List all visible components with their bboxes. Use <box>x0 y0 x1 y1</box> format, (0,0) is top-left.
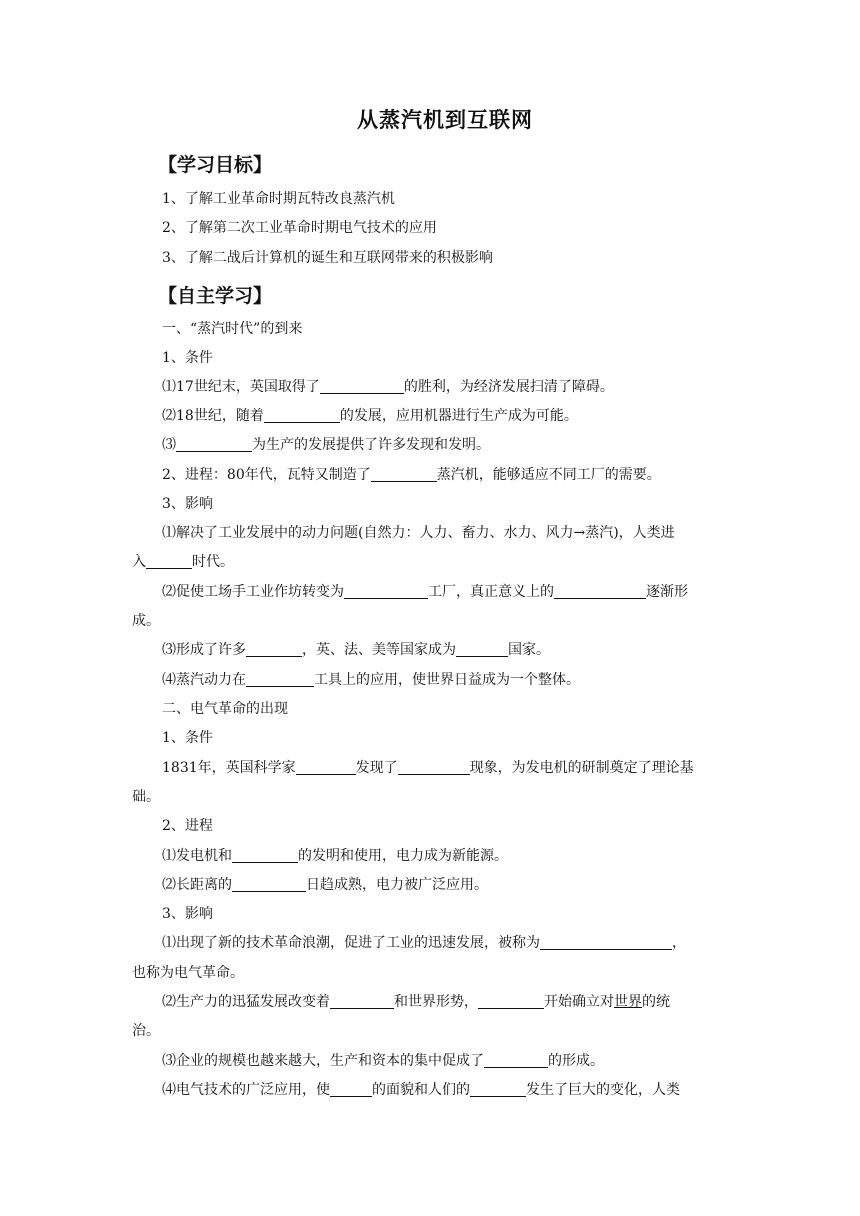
fill-blank[interactable] <box>470 1082 526 1097</box>
goal-item-1: 1、了解工业革命时期瓦特改良蒸汽机 <box>162 191 395 207</box>
fill-blank[interactable] <box>456 642 508 657</box>
fill-blank[interactable] <box>176 437 252 452</box>
fill-blank[interactable] <box>320 379 404 394</box>
fill-blank[interactable] <box>330 994 394 1009</box>
impact-3-line: ⑶形成了许多 ，英、法、美等国家成为 国家。 <box>162 642 550 658</box>
fill-blank[interactable] <box>330 1082 372 1097</box>
s2-impact-2: ⑵生产力的迅猛发展改变着 和世界形势， 开始确立对世界的统 <box>162 994 670 1010</box>
section-2-title: 二、电气革命的出现 <box>162 701 288 717</box>
condition-2-line: ⑵18世纪，随着 的发展，应用机器进行生产成为可能。 <box>162 408 578 424</box>
impact-2-cont: 成。 <box>132 613 160 629</box>
impact-1-cont: 入 时代。 <box>132 554 234 570</box>
fill-blank[interactable] <box>484 1053 548 1068</box>
fill-blank[interactable] <box>540 935 672 950</box>
process-line: 2、进程：80年代，瓦特又制造了 蒸汽机，能够适应不同工厂的需要。 <box>162 467 661 483</box>
fill-blank[interactable] <box>232 877 306 892</box>
goal-item-2: 2、了解第二次工业革命时期电气技术的应用 <box>162 220 437 236</box>
fill-blank[interactable] <box>371 467 437 482</box>
section-1-title: 一、“蒸汽时代”的到来 <box>162 321 303 337</box>
section-2-process: 2、进程 <box>162 818 213 834</box>
section-1-impact: 3、影响 <box>162 496 213 512</box>
fill-blank[interactable] <box>264 408 340 423</box>
impact-2-line: ⑵促使工场手工业作坊转变为 工厂，真正意义上的 逐渐形 <box>162 584 688 600</box>
fill-blank[interactable] <box>146 554 192 569</box>
s2-impact-3: ⑶企业的规模也越来越大，生产和资本的集中促成了 的形成。 <box>162 1053 604 1069</box>
s2-impact-1-cont: 也称为电气革命。 <box>132 965 244 981</box>
fill-blank[interactable] <box>554 584 646 599</box>
fill-blank[interactable] <box>232 848 298 863</box>
fill-blank[interactable] <box>246 672 314 687</box>
self-study-heading: 【自主学习】 <box>158 285 273 307</box>
fill-blank[interactable] <box>344 584 428 599</box>
goals-heading: 【学习目标】 <box>158 154 273 176</box>
section-1-condition: 1、条件 <box>162 350 213 366</box>
fill-blank[interactable] <box>478 994 544 1009</box>
fill-blank[interactable] <box>398 760 470 775</box>
impact-4-line: ⑷蒸汽动力在 工具上的应用，使世界日益成为一个整体。 <box>162 672 580 688</box>
s2-process-2: ⑵长距离的 日趋成熟，电力被广泛应用。 <box>162 877 488 893</box>
page-title: 从蒸汽机到互联网 <box>357 107 533 132</box>
condition-1-line: ⑴17世纪末，英国取得了 的胜利，为经济发展扫清了障碍。 <box>162 379 614 395</box>
s2-impact-2-cont: 治。 <box>132 1023 160 1039</box>
section-2-impact: 3、影响 <box>162 906 213 922</box>
s2-process-1: ⑴发电机和 的发明和使用，电力成为新能源。 <box>162 848 508 864</box>
fill-blank[interactable] <box>296 760 356 775</box>
fill-blank[interactable] <box>246 642 302 657</box>
s2-impact-4: ⑷电气技术的广泛应用，使 的面貌和人们的 发生了巨大的变化，人类 <box>162 1082 680 1098</box>
condition-3-line: ⑶ 为生产的发展提供了许多发现和发明。 <box>162 437 490 453</box>
goal-item-3: 3、了解二战后计算机的诞生和互联网带来的积极影响 <box>162 250 493 266</box>
section-2-condition: 1、条件 <box>162 730 213 746</box>
s2-condition-line: 1831年，英国科学家 发现了 现象，为发电机的研制奠定了理论基 <box>162 760 694 776</box>
impact-1-line: ⑴解决了工业发展中的动力问题(自然力：人力、畜力、水力、风力→蒸汽)，人类进 <box>162 525 675 541</box>
s2-impact-1: ⑴出现了新的技术革命浪潮，促进了工业的迅速发展，被称为 ， <box>162 935 686 951</box>
s2-condition-cont: 础。 <box>132 789 160 805</box>
